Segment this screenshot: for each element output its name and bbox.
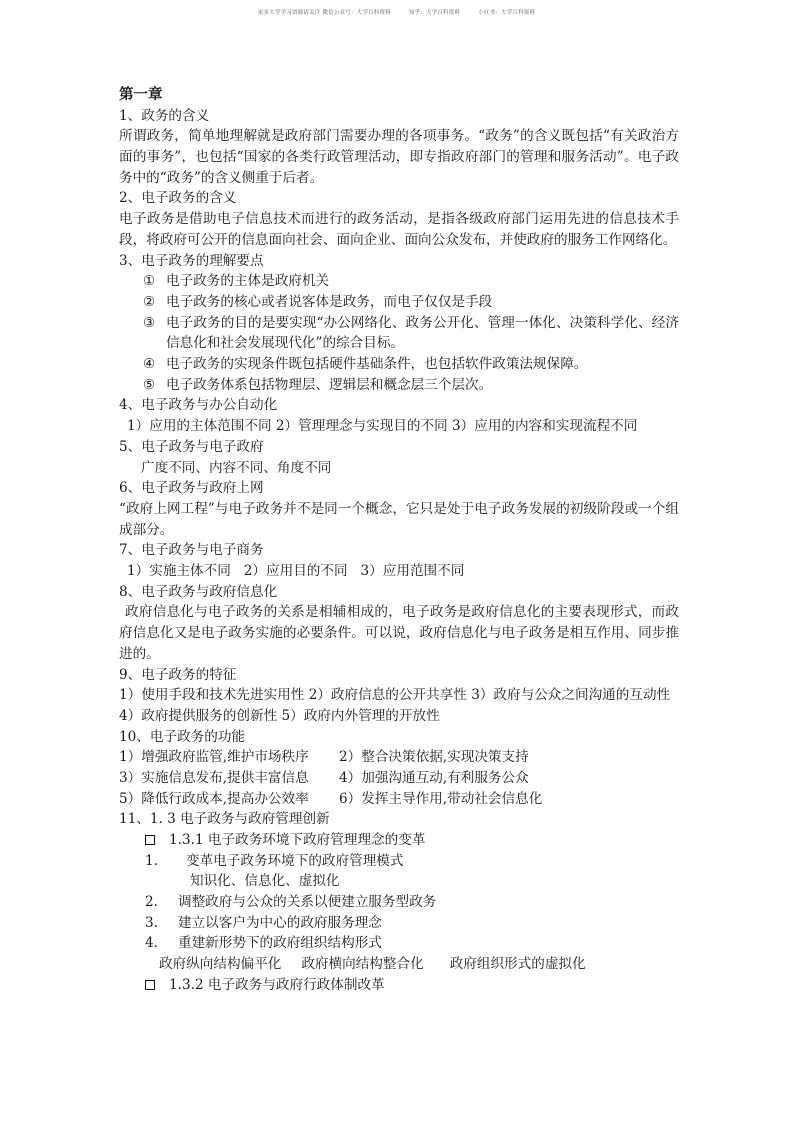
function-row [119,747,679,768]
numbered-item [119,892,679,913]
item-detail-row [119,954,679,975]
header-wechat: 更多大学学习资源请关注 微信公众号：大学百科资料 [257,10,391,16]
item-number: 3. [145,914,158,931]
header-xiaohongshu: 小红书：大学百科资料 [478,10,536,16]
list-item [119,313,679,354]
item-text: 电子政务的实现条件既包括硬件基础条件，也包括软件政策法规保障。 [166,356,588,373]
section-9-line-1: 1）使用手段和技术先进实用性 2）政府信息的公开共享性 3）政府与公众之间沟通的互动性 [119,687,671,704]
item-number: 4. [145,935,158,952]
section-8-title: 8、电子政务与政府信息化 [119,583,278,600]
section-5-title: 5、电子政务与电子政府 [119,438,264,455]
function-item: 1）增强政府监管,维护市场秩序 [119,749,309,766]
list-item [119,271,679,292]
section-7-title: 7、电子政务与电子商务 [119,542,264,559]
section-5-body: 广度不同、内容不同、角度不同 [141,459,332,476]
list-item [119,292,679,313]
function-row [119,768,679,789]
numbered-item [119,851,679,872]
item-number: ④ [143,356,156,373]
list-item [119,375,679,396]
function-item: 4）加强沟通互动,有利服务公众 [339,769,529,786]
item-detail: 知识化、信息化、虚拟化 [190,873,340,890]
header-zhihu: 知乎：大学百科资料 [408,10,461,16]
item-text: 建立以客户为中心的政府服务理念 [178,914,382,931]
item-text: 调整政府与公众的关系以便建立服务型政务 [178,894,437,911]
function-item: 2）整合决策依据,实现决策支持 [339,749,529,766]
subsection-title: 1.3.2 电子政务与政府行政体制改革 [169,976,385,993]
item-number: ① [143,273,156,290]
section-4-title: 4、电子政务与办公自动化 [119,397,278,414]
section-2-body: 电子政务是借助电子信息技术而进行的政务活动，是指各级政府部门运用先进的信息技术手段，将政府可公开的信息面向社会、面向企业、面向公众发布，并使政府的服务工作网络化。 [119,211,679,248]
item-detail: 政府纵向结构偏平化 [159,956,282,973]
item-detail: 政府横向结构整合化 [301,956,424,973]
numbered-item [119,913,679,934]
page-header [0,8,793,16]
item-text: 电子政务的主体是政府机关 [166,273,330,290]
section-6-body: “政府上网工程”与电子政务并不是同一个概念，它只是处于电子政务发展的初级阶段或一个组成部分。 [119,500,679,538]
item-number: ② [143,293,156,310]
item-number: 2. [145,894,158,911]
item-number: ⑤ [143,376,156,393]
section-9-title: 9、电子政务的特征 [119,666,237,683]
item-text: 重建新形势下的政府组织结构形式 [178,935,382,952]
item-text: 电子政务体系包括物理层、逻辑层和概念层三个层次。 [166,376,493,393]
function-item: 6）发挥主导作用,带动社会信息化 [339,790,543,807]
list-item [119,354,679,375]
section-1-title: 1、政务的含义 [119,107,210,124]
section-1-body: 所谓政务，简单地理解就是政府部门需要办理的各项事务。“政务”的含义既包括“有关政治方面的事务”，也包括“国家的各类行政管理活动，即专指政府部门的管理和服务活动”。电子政务中的“政务”的含义侧重于后者。 [119,128,679,186]
function-item: 3）实施信息发布,提供丰富信息 [119,769,309,786]
function-item: 5）降低行政成本,提高办公效率 [119,790,309,807]
section-8-body: 政府信息化与电子政务的关系是相辅相成的，电子政务是政府信息化的主要表现形式，而政府信息化又是电子政务实施的必要条件。可以说，政府信息化与电子政务是相互作用、同步推进的。 [119,604,679,662]
section-9-line-2: 4）政府提供服务的创新性 5）政府内外管理的开放性 [119,707,440,724]
item-number: 1. [145,852,158,869]
item-text: 变革电子政务环境下的政府管理模式 [186,852,404,869]
chapter-title: 第一章 [119,86,163,103]
item-detail: 政府组织形式的虚拟化 [449,956,586,973]
section-7-body: 1）实施主体不同 2）应用目的不同 3）应用范围不同 [127,563,465,580]
section-6-title: 6、电子政务与政府上网 [119,480,264,497]
numbered-item [119,933,679,954]
square-bullet-icon [145,835,155,845]
subsection-1-3-1 [119,830,679,851]
item-number: ③ [143,314,156,331]
section-10-title: 10、电子政务的功能 [119,728,246,745]
subsection-title: 1.3.1 电子政务环境下政府管理理念的变革 [169,832,426,848]
subsection-1-3-2 [119,975,679,996]
section-3-title: 3、电子政务的理解要点 [119,252,264,269]
item-text: 电子政务的核心或者说客体是政务，而电子仅仅是手段 [166,293,493,310]
document-body [119,85,679,996]
square-bullet-icon [145,980,155,990]
section-2-title: 2、电子政务的含义 [119,190,237,207]
section-4-body: 1）应用的主体范围不同 2）管理理念与实现目的不同 3）应用的内容和实现流程不同 [127,418,638,435]
section-11-title: 11、1. 3 电子政务与政府管理创新 [119,811,330,828]
function-row [119,789,679,810]
item-text: 电子政务的目的是要实现“办公网络化、政务公开化、管理一体化、决策科学化、经济信息化和社会发展现代化”的综合目标。 [166,314,679,352]
